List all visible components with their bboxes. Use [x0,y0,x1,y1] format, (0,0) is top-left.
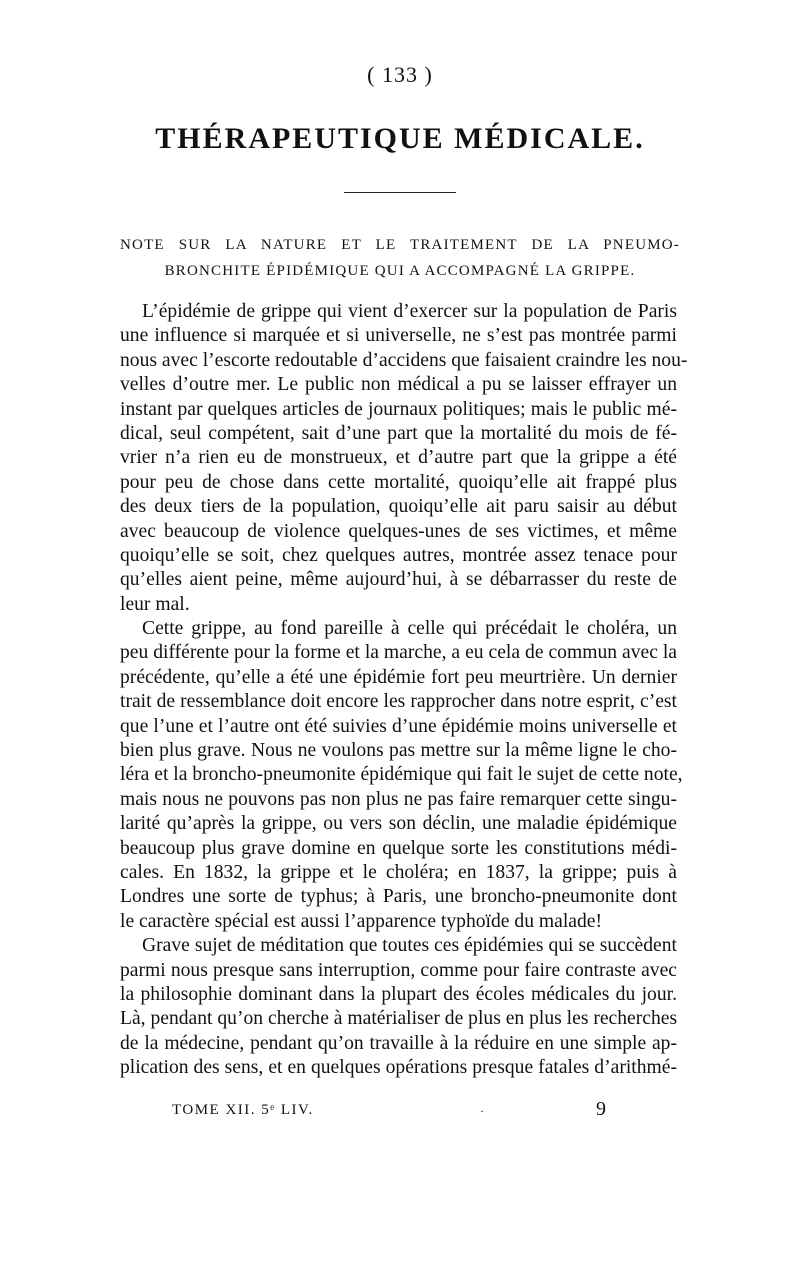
text-line: la philosophie dominant dans la plupart des écoles médicales du jour. [120,983,677,1005]
text-line: quoiqu’elle se soit, chez quelques autres, montrée assez tenace pour [120,544,677,566]
text-line: que l’une et l’autre ont été suivies d’une épidémie moins universelle et [120,715,677,737]
volume-reference: TOME XII. 5ᵉ LIV. [172,1102,314,1118]
text-line: nous avec l’escorte redoutable d’accidens que faisaient craindre les nou- [120,349,688,371]
text-line: cales. En 1832, la grippe et le choléra; en 1837, la grippe; puis à [120,861,677,883]
text-line: pour peu de chose dans cette mortalité, quoiqu’elle ait frappé plus [120,471,677,493]
article-title [120,232,680,284]
text-line: velles d’outre mer. Le public non médical a pu se laisser effrayer un [120,374,677,396]
text-line: bien plus grave. Nous ne voulons pas mettre sur la même ligne le cho- [120,740,677,762]
article-body [120,300,688,1081]
text-line: leur mal. [120,593,190,615]
text-line: trait de ressemblance doit encore les rapprocher dans notre esprit, c’est [120,691,677,713]
text-line: plication des sens, et en quelques opérations presque fatales d’arithmé- [120,1057,677,1079]
title-rule [344,192,456,193]
text-line: Là, pendant qu’on cherche à matérialiser de plus en plus les recherches [120,1008,678,1030]
text-line: qu’elles aient peine, même aujourd’hui, à se débarrasser du reste de [120,569,677,591]
signature-number: 9 [596,1098,606,1120]
footer-mark: · [480,1104,484,1118]
text-line: parmi nous presque sans interruption, comme pour faire contraste avec [120,959,677,981]
text-line: précédente, qu’elle a été une épidémie fort peu meurtrière. Un dernier [120,666,677,688]
text-line: instant par quelques articles de journaux politiques; mais le public mé- [120,398,677,420]
text-line: dical, seul compétent, sait d’une part que la mortalité du mois de fé- [120,422,677,444]
text-line: léra et la broncho-pneumonite épidémique qui fait le sujet de cette note, [120,764,683,786]
text-line: larité qu’après la grippe, ou vers son déclin, une maladie épidémique [120,813,677,835]
text-line: une influence si marquée et si universelle, ne s’est pas montrée parmi [120,325,677,347]
text-line: le caractère spécial est aussi l’apparence typhoïde du malade! [120,910,602,932]
text-line: peu différente pour la forme et la marche, a eu cela de commun avec la [120,642,677,664]
text-line: Londres une sorte de typhus; à Paris, une broncho-pneumonite dont [120,886,677,908]
page-footer [172,1098,632,1126]
text-line: avec beaucoup de violence quelques-unes de ses victimes, et même [120,520,677,542]
text-line: des deux tiers de la population, quoiqu’elle ait paru saisir au début [120,496,677,518]
text-line: L’épidémie de grippe qui vient d’exercer sur la population de Paris [142,301,677,322]
article-title-line: NOTE SUR LA NATURE ET LE TRAITEMENT DE LA PNEUMO- [120,237,680,253]
section-title: THÉRAPEUTIQUE MÉDICALE. [155,122,645,155]
page-number: ( 133 ) [367,62,433,87]
text-line: mais nous ne pouvons pas non plus ne pas faire remarquer cette singu- [120,788,677,810]
text-line: Grave sujet de méditation que toutes ces épidémies qui se succèdent [142,935,677,957]
article-title-line: BRONCHITE ÉPIDÉMIQUE QUI A ACCOMPAGNÉ LA GRIPPE. [164,263,636,279]
text-line: Cette grippe, au fond pareille à celle qui précédait le choléra, un [142,618,677,640]
text-line: beaucoup plus grave domine en quelque sorte les constitutions médi- [120,837,677,859]
text-line: de la médecine, pendant qu’on travaille à la réduire en une simple ap- [120,1032,677,1054]
text-line: vrier n’a rien eu de monstrueux, et d’autre part que la grippe a été [120,447,677,469]
